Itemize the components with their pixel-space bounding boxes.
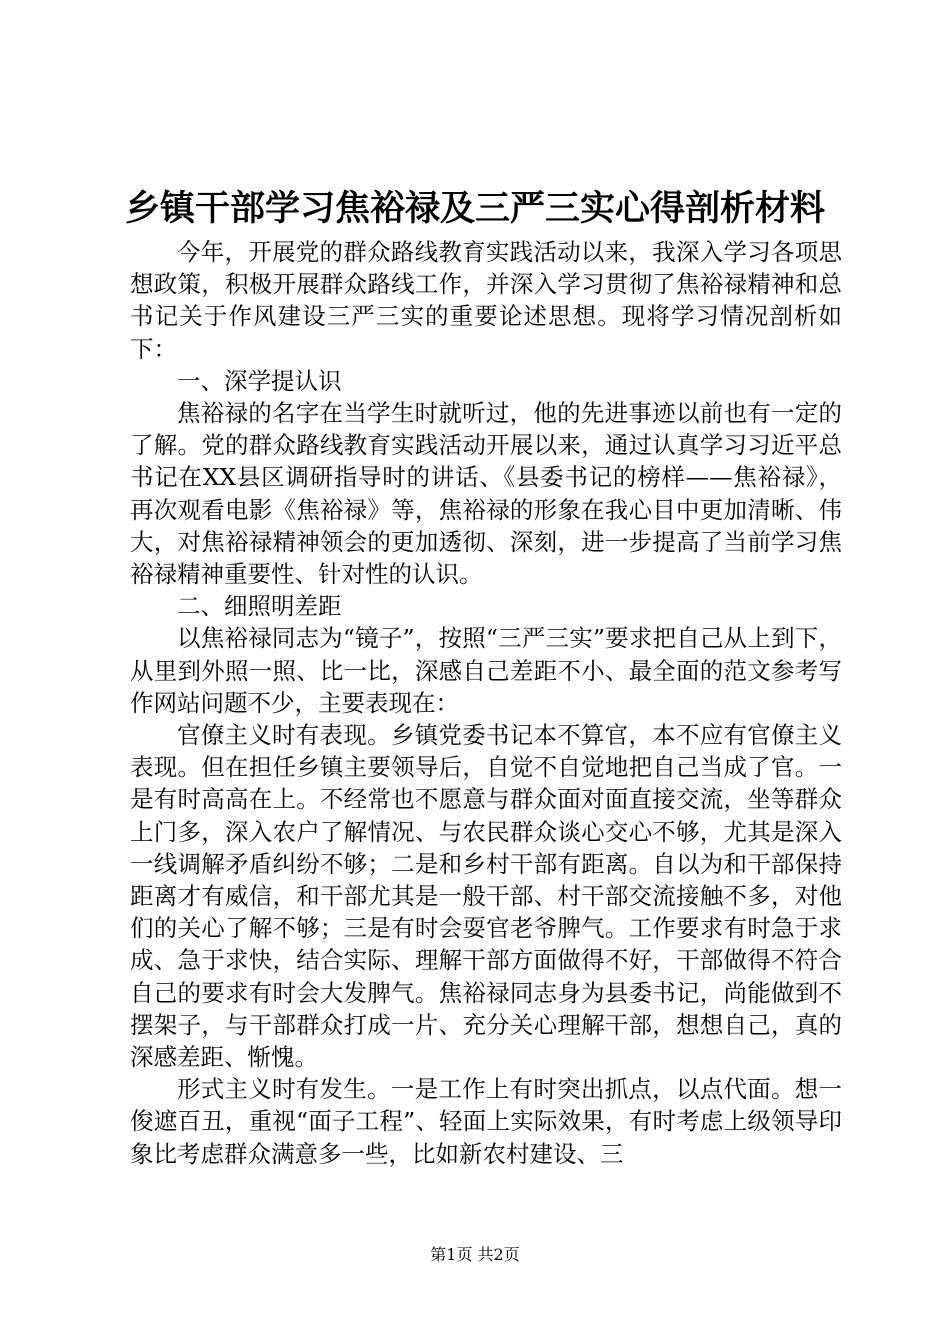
- paragraph-3: 官僚主义时有表现。乡镇党委书记本不算官，本不应有官僚主义表现。但在担任乡镇主要领导后，自觉不自觉地把自己当成了官。一是有时高高在上。不经常也不愿意与群众面对面直接交流，坐等群众上门多，深入农户了解情况、与农民群众谈心交心不够，尤其是深入一线调解矛盾纠纷不够；二是和乡村干部有距离。自以为和干部保持距离才有威信，和干部尤其是一般干部、村干部交流接触不多，对他们的关心了解不够；三是有时会耍官老爷脾气。工作要求有时急于求成、急于求快，结合实际、理解干部方面做得不好，干部做得不符合自己的要求有时会大发脾气。焦裕禄同志身为县委书记，尚能做到不摆架子，与干部群众打成一片、充分关心理解干部，想想自己，真的深感差距、惭愧。: [130, 721, 842, 1072]
- document-title: 乡镇干部学习焦裕禄及三严三实心得剖析材料: [124, 189, 825, 229]
- section-heading-1: 一、深学提认识: [177, 366, 342, 395]
- page-number-footer: 第1页 共2页: [430, 1245, 520, 1264]
- paragraph-1: 焦裕禄的名字在当学生时就听过，他的先进事迹以前也有一定的了解。党的群众路线教育实践活动开展以来，通过认真学习习近平总书记在XX县区调研指导时的讲话、《县委书记的榜样——焦裕禄》，再次观看电影《焦裕禄》等，焦裕禄的形象在我心目中更加清晰、伟大，对焦裕禄精神领会的更加透彻、深刻，进一步提高了当前学习焦裕禄精神重要性、针对性的认识。: [130, 399, 842, 589]
- document-body: [130, 236, 842, 1170]
- paragraph-2: 以焦裕禄同志为“镜子”，按照“三严三实”要求把自己从上到下，从里到外照一照、比一比，深感自己差距不小、最全面的范文参考写作网站问题不少，主要表现在：: [130, 624, 842, 717]
- section-heading-2: 二、细照明差距: [177, 592, 342, 621]
- paragraph-4: 形式主义时有发生。一是工作上有时突出抓点，以点代面。想一俊遮百丑，重视“面子工程”、轻面上实际效果，有时考虑上级领导印象比考虑群众满意多一些，比如新农村建设、三: [130, 1075, 842, 1168]
- paragraph-intro: 今年，开展党的群众路线教育实践活动以来，我深入学习各项思想政策，积极开展群众路线工作，并深入学习贯彻了焦裕禄精神和总书记关于作风建设三严三实的重要论述思想。现将学习情况剖析如下：: [130, 238, 842, 363]
